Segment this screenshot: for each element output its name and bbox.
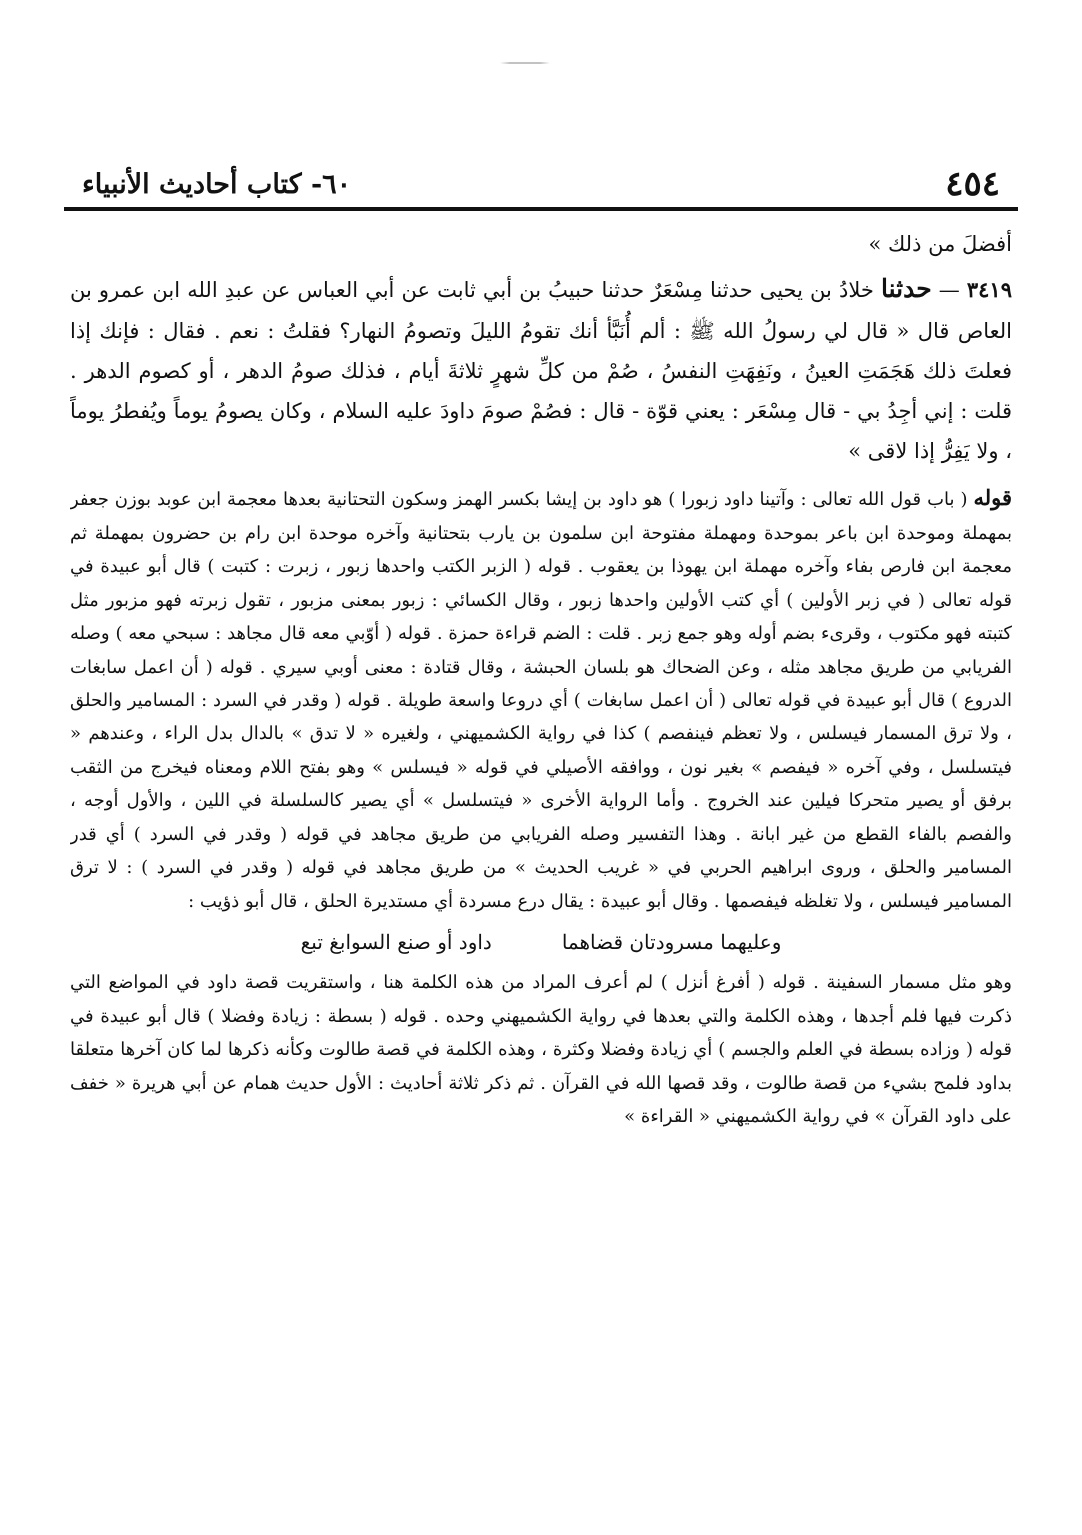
running-title: ٦٠- كتاب أحاديث الأنبياء (82, 168, 352, 200)
page-header (70, 162, 1012, 206)
hadith-3419: ٣٤١٩ — حدثنا خلادُ بن يحيى حدثنا مِسْعَرٌ حدثنا حبيبُ بن أبي ثابت عن أبي العباس عن عبدِ الله ابن عمرو بن العاص قال « قال لي رسولُ الله ﷺ : ألم أُنَبَّأ أنك تقومُ الليلَ وتصومُ النهار؟ فقلتُ : نعم . فقال : فإنك إذا فعلتَ ذلك هَجَمَتِ العينُ ، ونَفِهَتِ النفسُ ، صُمْ من كلِّ شهرٍ ثلاثةَ أيام ، فذلك صومُ الدهر ، أو كصوم الدهر . قلت : إني أجِدُ بي - قال مِسْعَر : يعني قوّة - قال : فصُمْ صومَ داودَ عليه السلام ، وكان يصومُ يوماً ويُفطرُ يوماً ، ولا يَفِرُّ إذا لاقى » (70, 273, 1012, 463)
scan-mark (500, 62, 550, 64)
previous-hadith-ending: أفضلَ من ذلك » (868, 232, 1012, 256)
hadith-number: ٣٤١٩ (966, 276, 1012, 302)
header-rule (64, 207, 1018, 211)
commentary-paragraph-1 (70, 478, 1012, 919)
hadith-text: خلادُ بن يحيى حدثنا مِسْعَرٌ حدثنا حبيبُ بن أبي ثابت عن أبي العباس عن عبدِ الله ابن عمرو بن العاص قال « قال لي رسولُ الله ﷺ : ألم أُنَبَّأ أنك تقومُ الليلَ وتصومُ النهار؟ فقلتُ : نعم . فقال : فإنك إذا فعلتَ ذلك هَجَمَتِ العينُ ، ونَفِهَتِ النفسُ ، صُمْ من كلِّ شهرٍ ثلاثةَ أيام ، فذلك صومُ الدهر ، أو كصوم الدهر . قلت : إني أجِدُ بي - قال مِسْعَر : يعني قوّة - قال : فصُمْ صومَ داودَ عليه السلام ، وكان يصومُ يوماً ويُفطرُ يوماً ، ولا يَفِرُّ إذا لاقى » (70, 277, 1012, 463)
commentary-paragraph-2: وهو مثل مسمار السفينة . قوله ( أفرغ أنزل ) لم أعرف المراد من هذه الكلمة هنا ، واستقريت قصة داود في المواضع التي ذكرت فيها فلم أجدها ، وهذه الكلمة والتي بعدها في رواية الكشميهني وحده . قوله ( بسطة : زيادة وفضلا ) قال أبو عبيدة في قوله ( وزاده بسطة في العلم والجسم ) أي زيادة وفضلا وكثرة ، وهذه الكلمة في قصة طالوت وكأنه ذكرها لما كان آخرها متعلقا بداود فلمح بشيء من قصة طالوت ، وقد قصها الله في القرآن . ثم ذكر ثلاثة أحاديث : الأول حديث همام عن أبي هريرة « خفف على داود القرآن » في رواية الكشميهني « القراءة » (70, 972, 1012, 1128)
poetry-verse (70, 924, 1012, 960)
verse-hemistich-1: وعليهما مسرودتان قضاهما (561, 930, 782, 955)
hadith-lead: حدثنا (880, 273, 932, 303)
commentary (70, 478, 1012, 1134)
commentary-text-1: ( باب قول الله تعالى : وآتينا داود زبورا ) هو داود بن إيشا بكسر الهمز وسكون التحتانية بعدها معجمة ابن عوبد بوزن جعفر بمهملة وموحدة ابن باعر بموحدة ومهملة مفتوحة ابن سلمون بن يارب بتحتانية وآخره موحدة ابن رام بن حضرون بمهملة ثم معجمة ابن فارص بفاء وآخره مهملة ابن يهوذا بن يعقوب . قوله ( الزبر الكتب واحدها زبور ، زبرت : كتبت ) قال أبو عبيدة في قوله تعالى ( في زبر الأولين ) أي كتب الأولين واحدها زبور ، وقال الكسائي : زبور بمعنى مزبور ، تقول زبرته فهو مزبور مثل كتبته فهو مكتوب ، وقرىء بضم أوله وهو جمع زبر . قلت : الضم قراءة حمزة . قوله ( أوّبي معه قال مجاهد : سبحي معه ) وصله الفريابي من طريق مجاهد مثله ، وعن الضحاك هو بلسان الحبشة ، وقال قتادة : معنى أوبي سيري . قوله ( أن اعمل سابغات الدروع ) قال أبو عبيدة في قوله تعالى ( أن اعمل سابغات ) أي دروعا واسعة طويلة . قوله ( وقدر في السرد : المسامير والحلق ، ولا ترق المسمار فيسلس ، ولا تعظم فينفصم ) كذا في رواية الكشميهني ، ولغيره « لا تدق » بالدال بدل الراء ، وعندهم « فيتسلسل ، وفي آخره « فيفصم » بغير نون ، ووافقه الأصيلي في قوله « فيسلس » وهو بفتح اللام ومعناه فيخرج من الثقب برفق أو يصير متحركا فيلين عند الخروج . وأما الرواية الأخرى « فيتسلسل » أي يصير كالسلسلة في اللين ، والأول أوجه ، والفصم بالفاء القطع من غير ابانة . وهذا التفسير وصله الفريابي من طريق مجاهد في قوله ( وقدر في السرد ) أي قدر المسامير والحلق ، وروى ابراهيم الحربي في « غريب الحديث » من طريق مجاهد في قوله ( وقدر في السرد ) : لا ترق المسامير فيسلس ، ولا تغلظه فيفصمها . وقال أبو عبيدة : يقال درع مسردة أي مستديرة الحلق ، قال أبو ذؤيب : (70, 488, 1012, 912)
verse-hemistich-2: داود أو صنع السوابغ تبع (300, 930, 492, 955)
page-number: ٤٥٤ (945, 164, 1000, 204)
commentary-marker: قوله (973, 484, 1012, 510)
page-content (70, 228, 1012, 1523)
